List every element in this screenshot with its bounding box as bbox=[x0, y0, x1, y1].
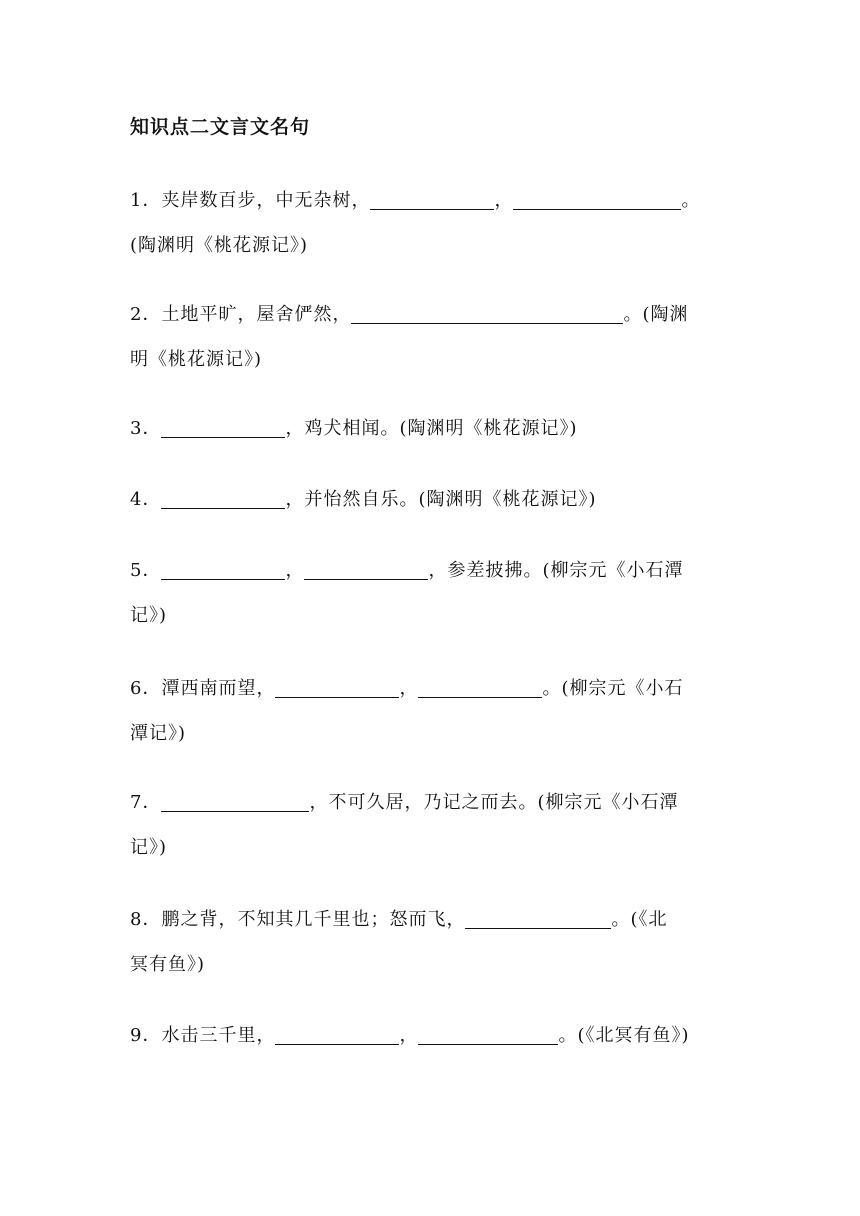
answer-blank[interactable] bbox=[418, 679, 542, 698]
answer-blank[interactable] bbox=[304, 561, 428, 580]
question-text: ，并怡然自乐。(陶渊明《桃花源记》) bbox=[285, 489, 597, 510]
answer-blank[interactable] bbox=[513, 191, 681, 210]
question-item-1 bbox=[130, 178, 730, 268]
question-text: 。 bbox=[681, 190, 701, 211]
question-item-6 bbox=[130, 666, 730, 756]
question-source: (陶渊明《桃花源记》) bbox=[130, 235, 309, 256]
question-line bbox=[130, 477, 730, 522]
question-item-8 bbox=[130, 897, 730, 987]
question-source: 潭记》) bbox=[130, 723, 187, 744]
question-text: 9．水击三千里， bbox=[130, 1025, 276, 1046]
answer-blank[interactable] bbox=[370, 191, 494, 210]
question-text: 4． bbox=[130, 489, 162, 510]
answer-blank[interactable] bbox=[275, 1026, 399, 1045]
question-line bbox=[130, 1013, 730, 1058]
question-source: 明《桃花源记》) bbox=[130, 349, 263, 370]
question-text: 3． bbox=[130, 418, 162, 439]
question-text: ，不可久居，乃记之而去。(柳宗元《小石潭 bbox=[309, 792, 679, 813]
question-text: ， bbox=[399, 678, 419, 699]
question-text: 1．夹岸数百步，中无杂树， bbox=[130, 190, 371, 211]
answer-blank[interactable] bbox=[161, 419, 285, 438]
question-item-9 bbox=[130, 1013, 730, 1058]
question-line bbox=[130, 406, 730, 451]
answer-blank[interactable] bbox=[351, 305, 623, 324]
question-line bbox=[130, 178, 730, 223]
question-line bbox=[130, 780, 730, 825]
answer-blank[interactable] bbox=[465, 910, 611, 929]
question-item-4 bbox=[130, 477, 730, 522]
question-text: 6．潭西南而望， bbox=[130, 678, 276, 699]
answer-blank[interactable] bbox=[161, 793, 309, 812]
question-text: 。(《北 bbox=[611, 909, 668, 930]
question-text: ， bbox=[285, 560, 305, 581]
question-text: 。(柳宗元《小石 bbox=[542, 678, 684, 699]
question-item-3 bbox=[130, 406, 730, 451]
question-text: 。(陶渊 bbox=[623, 304, 689, 325]
question-text: 7． bbox=[130, 792, 162, 813]
question-item-7 bbox=[130, 780, 730, 870]
question-source: 记》) bbox=[130, 605, 168, 626]
question-text: 5． bbox=[130, 560, 162, 581]
question-line bbox=[130, 666, 730, 711]
question-line bbox=[130, 897, 730, 942]
question-text: ， bbox=[399, 1025, 419, 1046]
question-source: 冥有鱼》) bbox=[130, 954, 206, 975]
question-text: 8．鹏之背，不知其几千里也；怒而飞， bbox=[130, 909, 466, 930]
answer-blank[interactable] bbox=[161, 490, 285, 509]
answer-blank[interactable] bbox=[161, 561, 285, 580]
question-line bbox=[130, 292, 730, 337]
answer-blank[interactable] bbox=[275, 679, 399, 698]
section-heading: 知识点二文言文名句 bbox=[130, 116, 311, 138]
question-text: 。(《北冥有鱼》) bbox=[558, 1025, 690, 1046]
question-text: ，参差披拂。(柳宗元《小石潭 bbox=[428, 560, 684, 581]
question-item-5 bbox=[130, 548, 730, 638]
question-text: 2．土地平旷，屋舍俨然， bbox=[130, 304, 352, 325]
answer-blank[interactable] bbox=[418, 1026, 558, 1045]
question-text: ，鸡犬相闻。(陶渊明《桃花源记》) bbox=[285, 418, 578, 439]
question-source: 记》) bbox=[130, 837, 168, 858]
question-item-2 bbox=[130, 292, 730, 382]
question-text: ， bbox=[494, 190, 514, 211]
question-line bbox=[130, 548, 730, 593]
